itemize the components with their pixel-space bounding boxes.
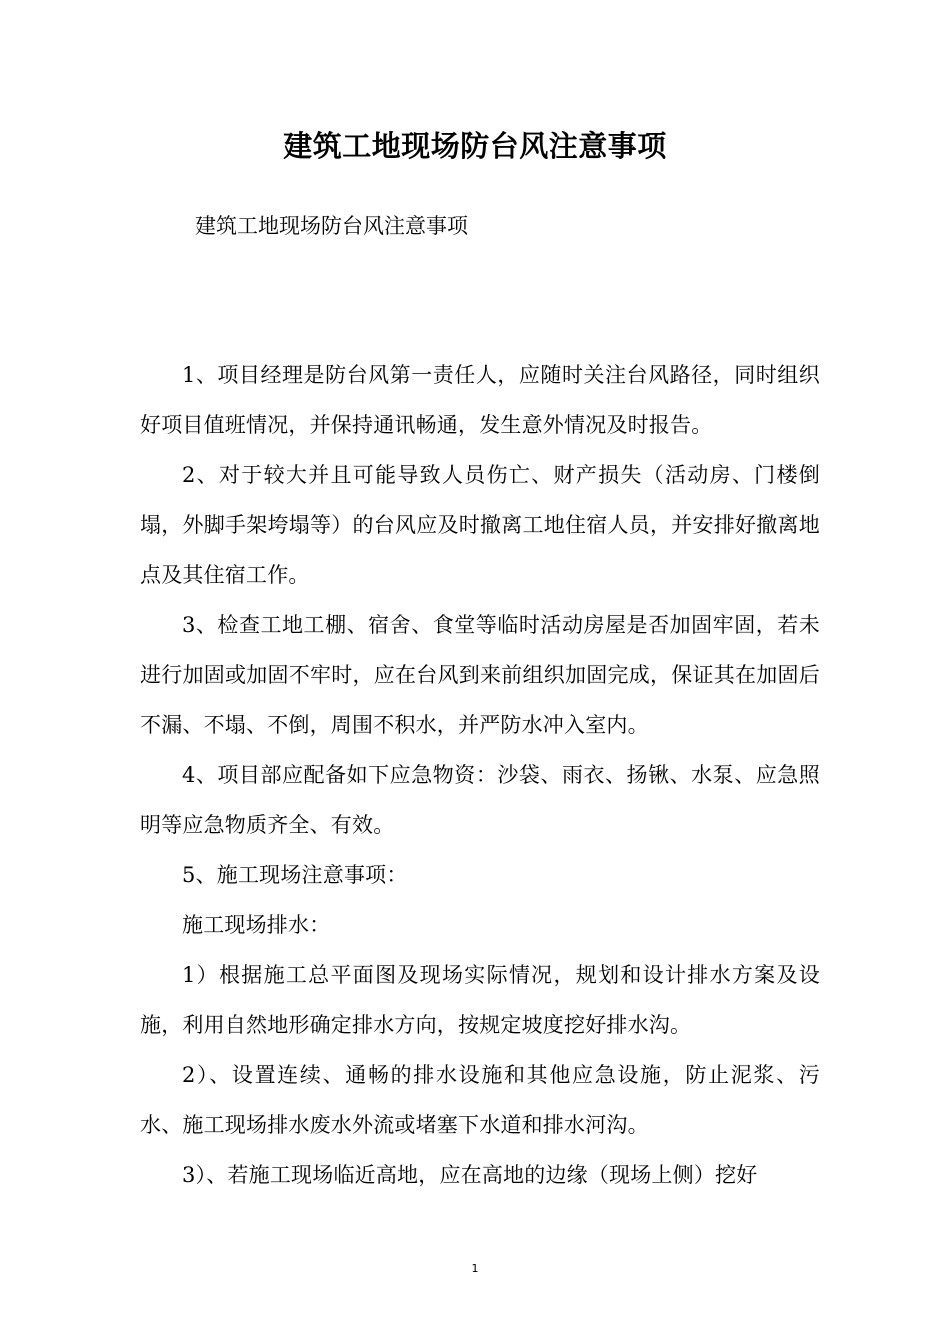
page-number: 1 xyxy=(471,1262,479,1275)
document-subtitle: 建筑工地现场防台风注意事项 xyxy=(195,214,468,238)
paragraph-7: 1）根据施工总平面图及现场实际情况，规划和设计排水方案及设施，利用自然地形确定排水方向，按规定坡度挖好排水沟。 xyxy=(140,963,820,1037)
paragraph-9: 3）、若施工现场临近高地，应在高地的边缘（现场上侧）挖好 xyxy=(182,1163,758,1187)
paragraph-5: 5、施工现场注意事项： xyxy=(182,863,408,887)
paragraph-4: 4、项目部应配备如下应急物资：沙袋、雨衣、扬锹、水泵、应急照明等应急物质齐全、有效。 xyxy=(140,763,820,837)
paragraph-8: 2）、设置连续、通畅的排水设施和其他应急设施，防止泥浆、污水、施工现场排水废水外流或堵塞下水道和排水河沟。 xyxy=(140,1063,820,1137)
document-title: 建筑工地现场防台风注意事项 xyxy=(283,129,667,163)
paragraph-6: 施工现场排水： xyxy=(182,913,331,937)
document-body xyxy=(140,350,820,1200)
paragraph-3: 3、检查工地工棚、宿舍、食堂等临时活动房屋是否加固牢固，若未进行加固或加固不牢时，应在台风到来前组织加固完成，保证其在加固后不漏、不塌、不倒，周围不积水，并严防水冲入室内。 xyxy=(140,613,820,737)
paragraph-1: 1、项目经理是防台风第一责任人，应随时关注台风路径，同时组织好项目值班情况，并保持通讯畅通，发生意外情况及时报告。 xyxy=(140,363,820,437)
paragraph-2: 2、对于较大并且可能导致人员伤亡、财产损失（活动房、门楼倒塌，外脚手架垮塌等）的台风应及时撤离工地住宿人员，并安排好撤离地点及其住宿工作。 xyxy=(140,463,820,587)
